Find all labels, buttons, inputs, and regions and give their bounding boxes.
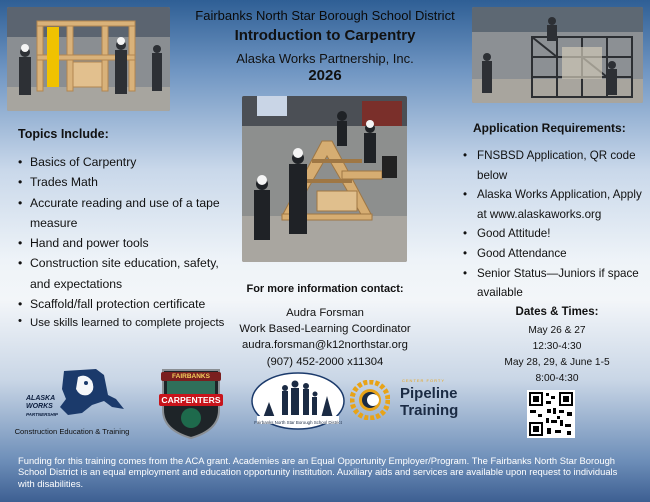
alaska-works-caption: Construction Education & Training <box>14 427 130 436</box>
pipeline-emblem-icon <box>350 380 390 420</box>
contact-role: Work Based-Learning Coordinator <box>239 323 411 336</box>
list-item: • Hand and power tools <box>18 233 238 253</box>
contact-phone: (907) 452-2000 x11304 <box>266 355 384 368</box>
requirements-heading: Application Requirements: <box>473 121 626 135</box>
partner-name: Alaska Works Partnership, Inc. <box>236 51 414 66</box>
date-line: May 26 & 27 <box>528 325 586 336</box>
alaska-works-logo <box>12 365 132 440</box>
list-item: • Construction site education, safety, and expectations <box>18 253 238 294</box>
photo-framing-workshop <box>7 7 170 111</box>
time-line: 12:30-4:30 <box>532 341 582 352</box>
list-item: • Alaska Works Application, Apply at www.alaskaworks.org <box>463 185 648 224</box>
carpenters-logo <box>157 364 225 440</box>
contact-block <box>190 305 460 370</box>
qr-code[interactable] <box>527 390 575 438</box>
pipeline-word: Pipeline <box>400 385 458 402</box>
school-district-logo <box>251 372 345 430</box>
contact-heading: For more information contact: <box>246 283 404 295</box>
dates-heading: Dates & Times: <box>515 306 599 318</box>
dates-block <box>472 323 642 387</box>
logo-line: WORKS <box>26 403 53 410</box>
training-word: Training <box>400 402 459 419</box>
logo-line: ALASKA <box>26 395 56 402</box>
requirements-list <box>463 146 648 303</box>
list-item: • Good Attitude! <box>463 224 648 244</box>
carpenters-main-text: CARPENTERS <box>161 395 221 405</box>
pipeline-small-text: CENTER FORTY <box>402 378 446 383</box>
program-year: 2026 <box>308 67 342 84</box>
pipeline-training-logo <box>350 378 468 428</box>
list-item: • FNSBSD Application, QR code below <box>463 146 648 185</box>
topics-heading: Topics Include: <box>18 127 109 141</box>
list-item: • Use skills learned to complete projects <box>18 314 238 331</box>
page-title: Introduction to Carpentry <box>234 27 416 44</box>
logo-line: PARTNERSHIP <box>26 412 58 417</box>
photo-scaffold-workshop <box>472 7 643 103</box>
district-name: Fairbanks North Star Borough School District <box>195 8 455 23</box>
list-item: • Good Attendance <box>463 244 648 264</box>
list-item: • Senior Status—Juniors if space available <box>463 264 648 303</box>
photo-roof-truss-build <box>242 96 407 262</box>
contact-name: Audra Forsman <box>286 307 364 319</box>
footer-disclaimer: Funding for this training comes from the ACA grant. Academies are an Equal Opportunity Employer/Program. The Fairbanks North Star Borough School District is an equal employment and education opportunity institution. Auxiliary aids and services are available upon request to individuals with disabilities. <box>18 455 618 489</box>
carpenters-top-text: FAIRBANKS <box>172 373 210 380</box>
list-item: • Scaffold/fall protection certificate <box>18 294 238 314</box>
school-district-caption: Fairbanks North Star Borough School District <box>254 420 342 425</box>
date-line: May 28, 29, & June 1-5 <box>504 357 610 368</box>
time-line: 8:00-4:30 <box>535 373 579 384</box>
contact-email[interactable]: audra.forsman@k12northstar.org <box>242 339 408 352</box>
list-item: • Basics of Carpentry <box>18 152 238 172</box>
list-item: • Trades Math <box>18 172 238 192</box>
list-item: • Accurate reading and use of a tape measure <box>18 193 238 234</box>
